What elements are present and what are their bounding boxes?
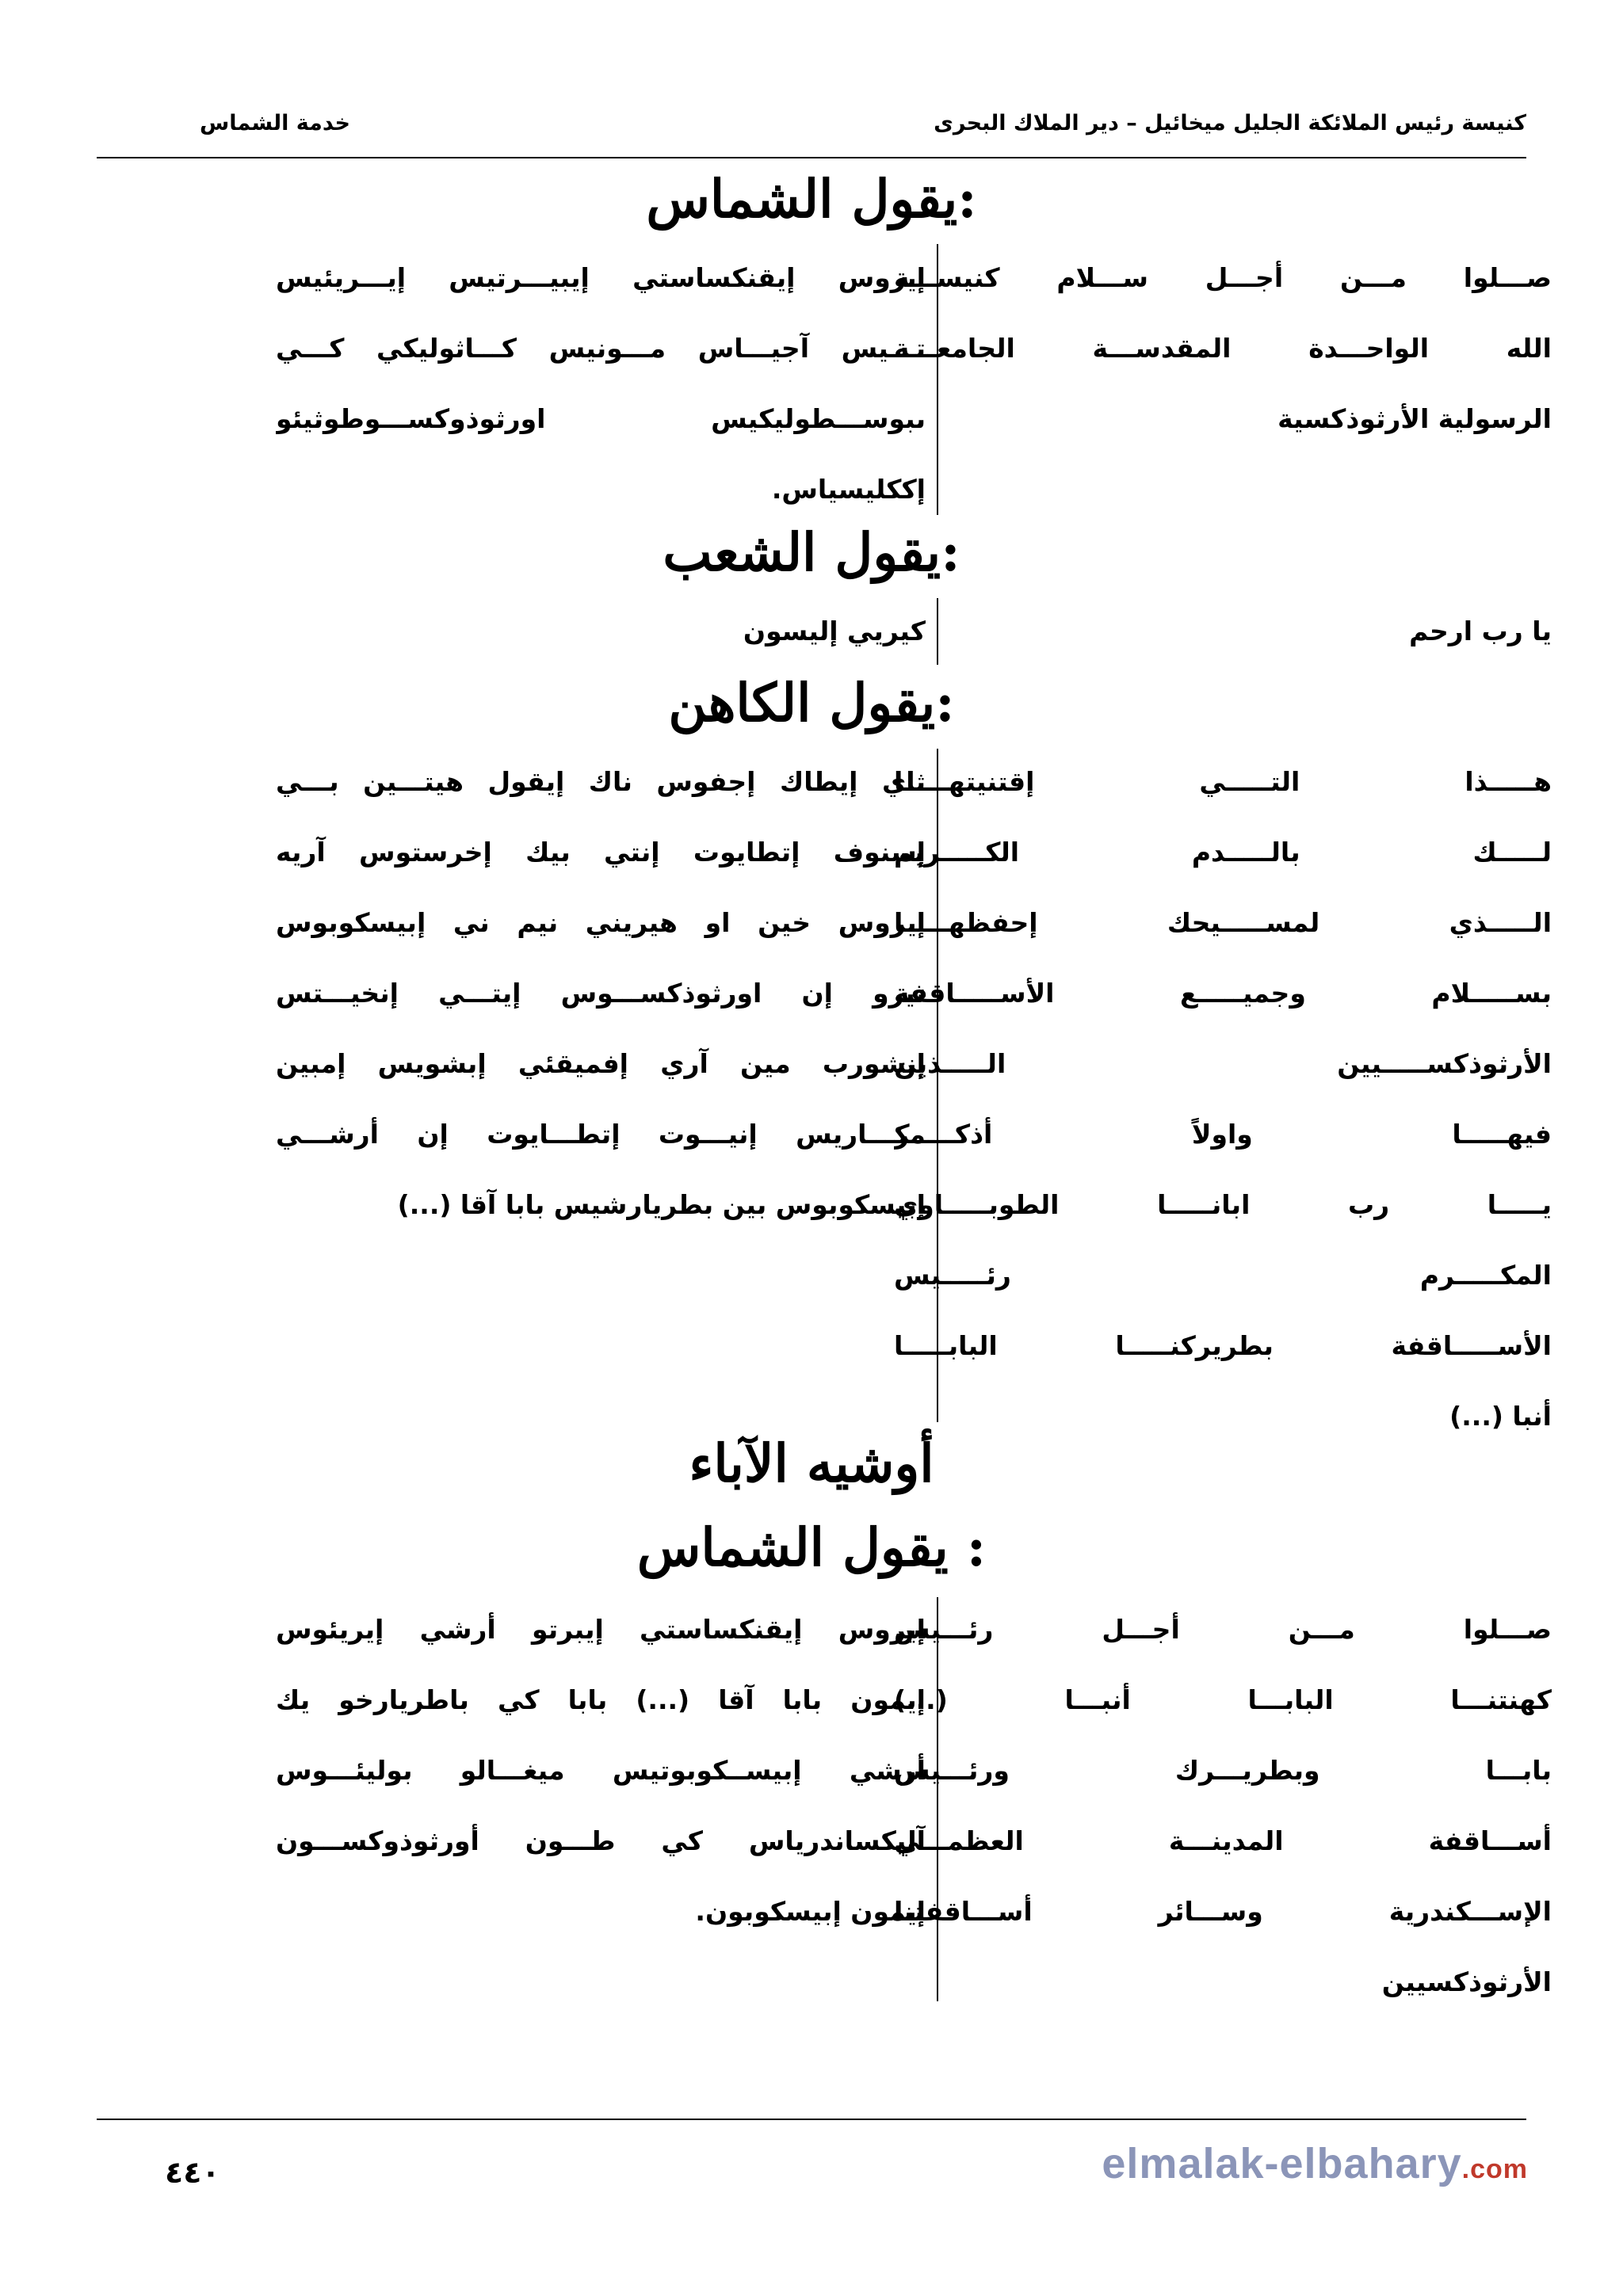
heading-priest: يقول الكاهن: xyxy=(668,672,955,734)
heading-deacon-1: يقول الشماس: xyxy=(646,168,977,230)
logo-text: elmalak-elbahary xyxy=(1102,2140,1462,2187)
logo-suffix: .com xyxy=(1461,2154,1528,2184)
heading-fathers-litany: أوشيه الآباء xyxy=(689,1432,934,1494)
coptic-column: كيريي إليسون xyxy=(743,616,926,646)
page-number: ٤٤٠ xyxy=(165,2155,220,2190)
heading-people: يقول الشعب: xyxy=(663,521,960,583)
arabic-column: هـــــذا التـــــي إقتنيتهـــــا لـــــك بالـــــدم الكـــــريم الـــــذي لمســـــيحك إحفظهـــــا بســـــلام وجميـــــع الأســـــاقفة الأرثوذكســـــيين الـــــذين فيهـــــا واولاً أذكـــــر يـــــا رب ابانـــــا الطوبـــــاوي المكـــــرم رئـــــيس الأســـــاقفة بطريركنـــــا البابـــــا أنبا (...) xyxy=(894,766,1552,1432)
coptic-column: إيروس إيقنكساستي إيبيـــرتيس إيـــريئيس تـــيس آجيـــاس مـــونيس كـــاثوليكي كـــي ىبوســـطوليكيس اورثوذوكســـوطوثيئو إككليسياس. xyxy=(276,262,926,505)
church-title: كنيسة رئيس الملائكة الجليل ميخائيل – دير الملاك البحرى xyxy=(934,111,1526,135)
heading-deacon-2: يقول الشماس : xyxy=(636,1516,987,1578)
site-logo xyxy=(1102,2139,1528,2188)
arabic-column: يا رب ارحم xyxy=(1409,616,1552,646)
footer-divider xyxy=(97,2119,1526,2120)
coptic-column: إيروس إيقنكساستي إيبرتو أرشي إيريئوس إيمون بابا آقا (...) بابا كي باطريارخو يك أرشي إبيســكوبوتيس ميغـــالو بوليئـــوس آليكساندرياس كي طـــون أورثوذوكســـون إيمون إبيسكوبون. xyxy=(276,1614,926,1927)
coptic-column: ثاي إيطاك إجفوس ناك إيقول هيتـــين بـــي إسنوف إتطايوت إنتي بيك إخرستوس آريه إيروس خين او هيريني نيم ني إبيسكوبوس تيرو إن اورثوذكســـوس إيتـــي إنخيـــتس إنشورب مين آري إفميقئي إبشويس إمبين مكـــاريس إنيـــوت إتطـــايوت إن أرشـــي إبيسكوبوس بين بطريارشيس بابا آقا (...) xyxy=(276,766,926,1220)
page-header xyxy=(97,111,1526,146)
arabic-column: صـــلوا مـــن أجـــل رئـــيس كهنتنـــا البابـــا أنبـــا (...) بابـــا وبطريـــرك ورئـــيس أســـاقفة المدينـــة العظمـــي الإســـكندرية وســـائر أســـاقفتنا الأرثوذكسيين xyxy=(894,1614,1552,1997)
header-divider xyxy=(97,157,1526,158)
arabic-column: صـــلوا مـــن أجـــل ســـلام كنيســـة الله الواحـــدة المقدســـة الجامعـــة الرسولية الأرثوذكسية xyxy=(894,262,1552,434)
service-title: خدمة الشماس xyxy=(200,111,350,135)
